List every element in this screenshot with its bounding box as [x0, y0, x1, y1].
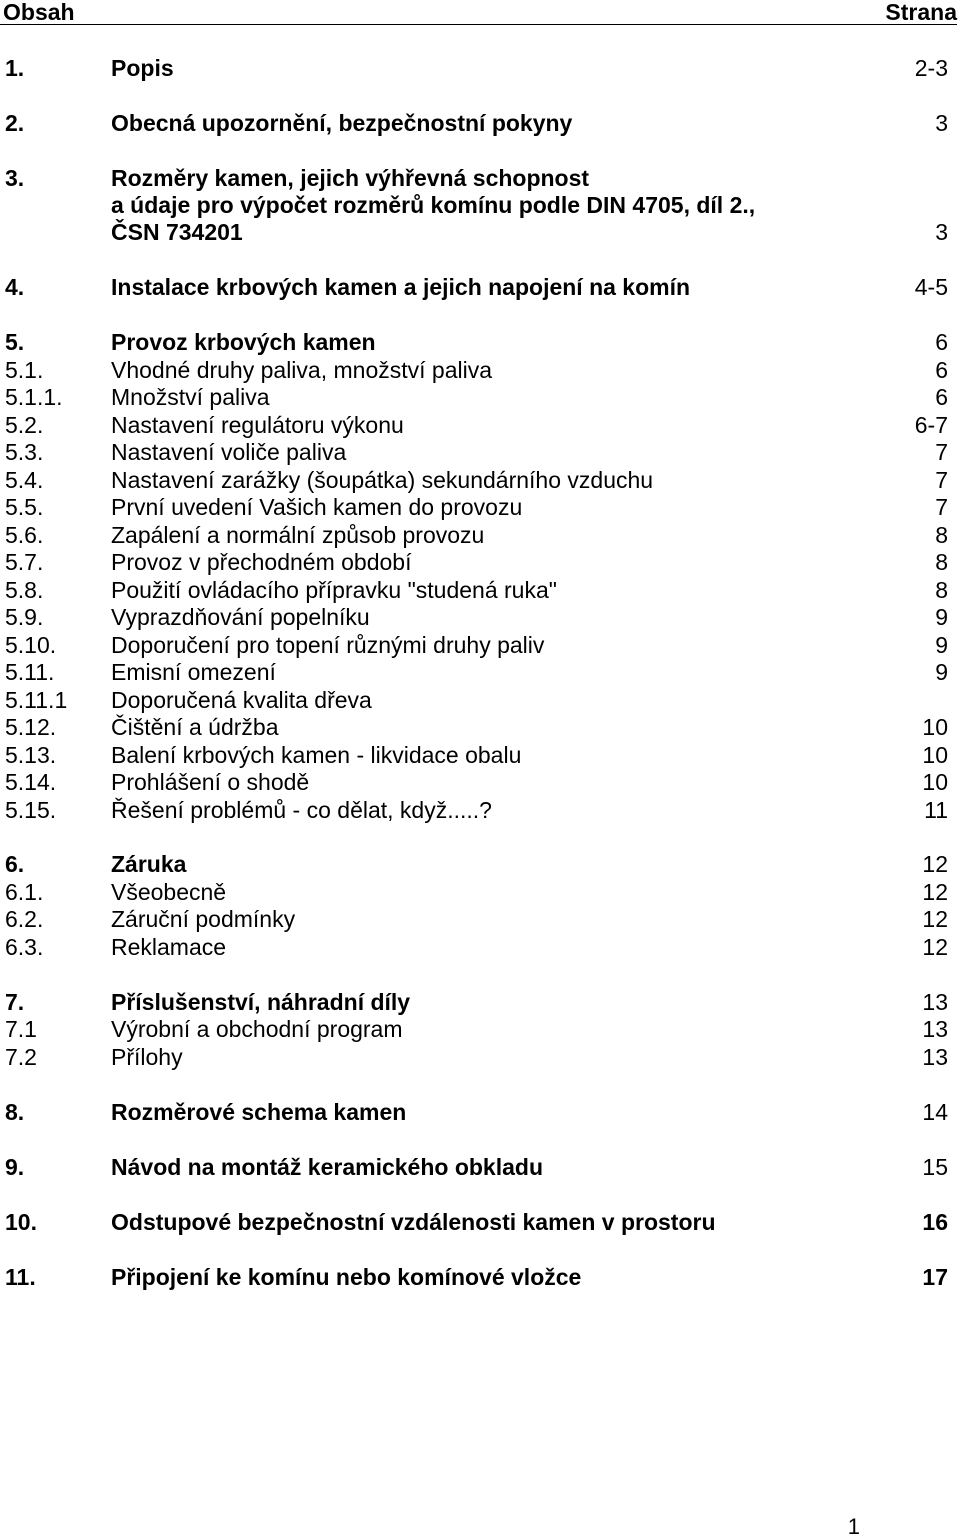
toc-entry-page: 13: [922, 989, 948, 1015]
toc-entry-title: Odstupové bezpečnostní vzdálenosti kamen v prostoru: [111, 1209, 716, 1235]
toc-entry-number: 6.3.: [5, 934, 44, 960]
toc-entry-page: 10: [922, 714, 948, 740]
toc-entry[interactable]: [0, 109, 960, 137]
toc-entry-title: Rozměry kamen, jejich výhřevná schopnost: [111, 165, 590, 191]
toc-entry-number: 5.11.1: [5, 687, 68, 713]
toc-entry-title: Provoz v přechodném období: [111, 549, 412, 575]
toc-entry-title: Doporučená kvalita dřeva: [111, 687, 372, 713]
toc-entry-continuation: [0, 191, 960, 219]
toc-entry-page: 16: [922, 1209, 948, 1235]
toc-entry-page: 17: [922, 1264, 948, 1290]
toc-entry-number: 5.1.1.: [5, 384, 63, 410]
toc-subentry[interactable]: [0, 383, 960, 411]
toc-entry-title: Zapálení a normální způsob provozu: [111, 522, 485, 548]
toc-entry-title: Množství paliva: [111, 384, 270, 410]
toc-entry-title: Záruční podmínky: [111, 906, 296, 932]
toc-entry-title: Rozměrové schema kamen: [111, 1099, 407, 1125]
toc-entry-title: Nastavení voliče paliva: [111, 439, 347, 465]
toc-entry-number: 7.2: [5, 1044, 37, 1070]
toc-entry-number: 5.9.: [5, 604, 44, 630]
toc-subentry[interactable]: [0, 411, 960, 439]
toc-entry-page: 12: [922, 934, 948, 960]
toc-entry-page: 7: [935, 439, 948, 465]
toc-entry-page: 15: [922, 1154, 948, 1180]
toc-entry-number: 7.1: [5, 1016, 37, 1042]
toc-entry[interactable]: [0, 54, 960, 82]
toc-subentry[interactable]: [0, 548, 960, 576]
toc-entry-number: 5.10.: [5, 632, 57, 658]
toc-entry-title: Instalace krbových kamen a jejich napojení na komín: [111, 274, 691, 300]
toc-entry-title: Použití ovládacího přípravku "studená ruka": [111, 577, 557, 603]
toc-entry-title: Prohlášení o shodě: [111, 769, 310, 795]
toc-entry-page: 6-7: [914, 412, 948, 438]
toc-entry-page: 12: [922, 851, 948, 877]
toc-entry-title: Výrobní a obchodní program: [111, 1016, 403, 1042]
toc-subentry[interactable]: [0, 466, 960, 494]
toc-entry-page: 2-3: [914, 55, 948, 81]
toc-entry-page: 8: [935, 549, 948, 575]
toc-entry-page: 6: [935, 357, 948, 383]
toc-entry-title: Přílohy: [111, 1044, 183, 1070]
toc-entry-number: 5.2.: [5, 412, 44, 438]
toc-subentry[interactable]: [0, 493, 960, 521]
toc-entry-number: 6.1.: [5, 879, 44, 905]
toc-entry-number: 5.14.: [5, 769, 57, 795]
toc-entry[interactable]: [0, 1153, 960, 1181]
toc-subentry[interactable]: [0, 356, 960, 384]
toc-entry-number: 5.1.: [5, 357, 44, 383]
toc-subentry[interactable]: [0, 1015, 960, 1043]
toc-entry-page: 9: [935, 604, 948, 630]
toc-entry-page: 9: [935, 632, 948, 658]
toc-entry-number: 5.7.: [5, 549, 44, 575]
toc-subentry[interactable]: [0, 878, 960, 906]
toc-heading: Obsah: [3, 0, 75, 25]
toc-entry-number: 2.: [5, 110, 25, 136]
toc-entry-title: Provoz krbových kamen: [111, 329, 376, 355]
toc-entry-title: Popis: [111, 55, 174, 81]
toc-entry-title: Nastavení zarážky (šoupátka) sekundárního vzduchu: [111, 467, 654, 493]
toc-entry-number: 1.: [5, 55, 25, 81]
toc-entry-page: 14: [922, 1099, 948, 1125]
toc-subentry[interactable]: [0, 933, 960, 961]
toc-subentry[interactable]: [0, 768, 960, 796]
toc-entry-title: Balení krbových kamen - likvidace obalu: [111, 742, 522, 768]
toc-entry-page: 7: [935, 467, 948, 493]
toc-entry[interactable]: [0, 273, 960, 301]
toc-entry-page: 4-5: [914, 274, 948, 300]
toc-entry-title: Vhodné druhy paliva, množství paliva: [111, 357, 492, 383]
toc-entry-title: Vyprazdňování popelníku: [111, 604, 370, 630]
toc-entry-title: Řešení problémů - co dělat, když.....?: [111, 797, 492, 823]
page-column-heading: Strana: [885, 0, 957, 25]
toc-entry-title: Obecná upozornění, bezpečnostní pokyny: [111, 110, 573, 136]
toc-entry-title: První uvedení Vašich kamen do provozu: [111, 494, 523, 520]
toc-entry-title: Příslušenství, náhradní díly: [111, 989, 411, 1015]
toc-entry-page: 9: [935, 659, 948, 685]
toc-entry-title: Nastavení regulátoru výkonu: [111, 412, 404, 438]
toc-subentry[interactable]: [0, 796, 960, 824]
toc-entry-number: 4.: [5, 274, 25, 300]
toc-entry-page: 7: [935, 494, 948, 520]
toc-entry-number: 5.12.: [5, 714, 57, 740]
toc-entry-page: 3: [935, 110, 948, 136]
toc-entry-page: 10: [922, 769, 948, 795]
toc-subentry[interactable]: [0, 741, 960, 769]
toc-entry-title: Čištění a údržba: [111, 714, 279, 740]
toc-entry-number: 9.: [5, 1154, 25, 1180]
toc-entry-page: 8: [935, 522, 948, 548]
toc-entry-page: 13: [922, 1044, 948, 1070]
toc-entry-number: 3.: [5, 165, 25, 191]
toc-entry-number: 5.: [5, 329, 25, 355]
toc-entry-title: Emisní omezení: [111, 659, 276, 685]
toc-entry-number: 5.11.: [5, 659, 55, 685]
toc-entry[interactable]: [0, 328, 960, 356]
toc-entry-page: 3: [935, 219, 948, 245]
toc-subentry[interactable]: [0, 713, 960, 741]
toc-entry[interactable]: [0, 988, 960, 1016]
toc-entry-page: 12: [922, 906, 948, 932]
toc-entry-title: Všeobecně: [111, 879, 227, 905]
toc-entry-title: ČSN 734201: [111, 219, 243, 245]
toc-entry-number: 5.13.: [5, 742, 57, 768]
toc-entry-number: 5.5.: [5, 494, 44, 520]
toc-entry-page: 10: [922, 742, 948, 768]
toc-subentry[interactable]: [0, 438, 960, 466]
toc-entry-number: 6.2.: [5, 906, 44, 932]
toc-entry-number: 11.: [5, 1264, 36, 1290]
page-number: 1: [847, 1514, 860, 1539]
toc-entry-number: 6.: [5, 851, 25, 877]
toc-entry[interactable]: [0, 1263, 960, 1291]
toc-entry[interactable]: [0, 850, 960, 878]
toc-subentry[interactable]: [0, 686, 960, 714]
toc-subentry[interactable]: [0, 603, 960, 631]
toc-entry-number: 5.8.: [5, 577, 44, 603]
toc-entry[interactable]: [0, 1208, 960, 1236]
toc-entry-title: Záruka: [111, 851, 187, 877]
toc-entry-page: 13: [922, 1016, 948, 1042]
toc-entry-number: 5.4.: [5, 467, 44, 493]
toc-entry-title: Doporučení pro topení různými druhy paliv: [111, 632, 545, 658]
toc-entry-title: a údaje pro výpočet rozměrů komínu podle DIN 4705, díl 2.,: [111, 192, 756, 218]
toc-entry[interactable]: [0, 1098, 960, 1126]
toc-subentry[interactable]: [0, 658, 960, 686]
toc-entry[interactable]: [0, 164, 960, 192]
toc-subentry[interactable]: [0, 905, 960, 933]
toc-subentry[interactable]: [0, 576, 960, 604]
toc-subentry[interactable]: [0, 1043, 960, 1071]
toc-entry-page: 6: [935, 329, 948, 355]
toc-entry-page: 12: [922, 879, 948, 905]
toc-entry-number: 7.: [5, 989, 25, 1015]
toc-subentry[interactable]: [0, 521, 960, 549]
toc-entry-page: 6: [935, 384, 948, 410]
toc-entry-number: 5.3.: [5, 439, 44, 465]
toc-entry-number: 5.6.: [5, 522, 44, 548]
toc-entry-number: 10.: [5, 1209, 37, 1235]
toc-entry-page: 8: [935, 577, 948, 603]
toc-entry-title: Reklamace: [111, 934, 227, 960]
toc-entry-number: 5.15.: [5, 797, 57, 823]
toc-entry-continuation: [0, 218, 960, 246]
toc-subentry[interactable]: [0, 631, 960, 659]
toc-entry-title: Návod na montáž keramického obkladu: [111, 1154, 544, 1180]
toc-entry-number: 8.: [5, 1099, 25, 1125]
toc-entry-page: 11: [924, 797, 948, 823]
toc-entry-title: Připojení ke komínu nebo komínové vložce: [111, 1264, 582, 1290]
